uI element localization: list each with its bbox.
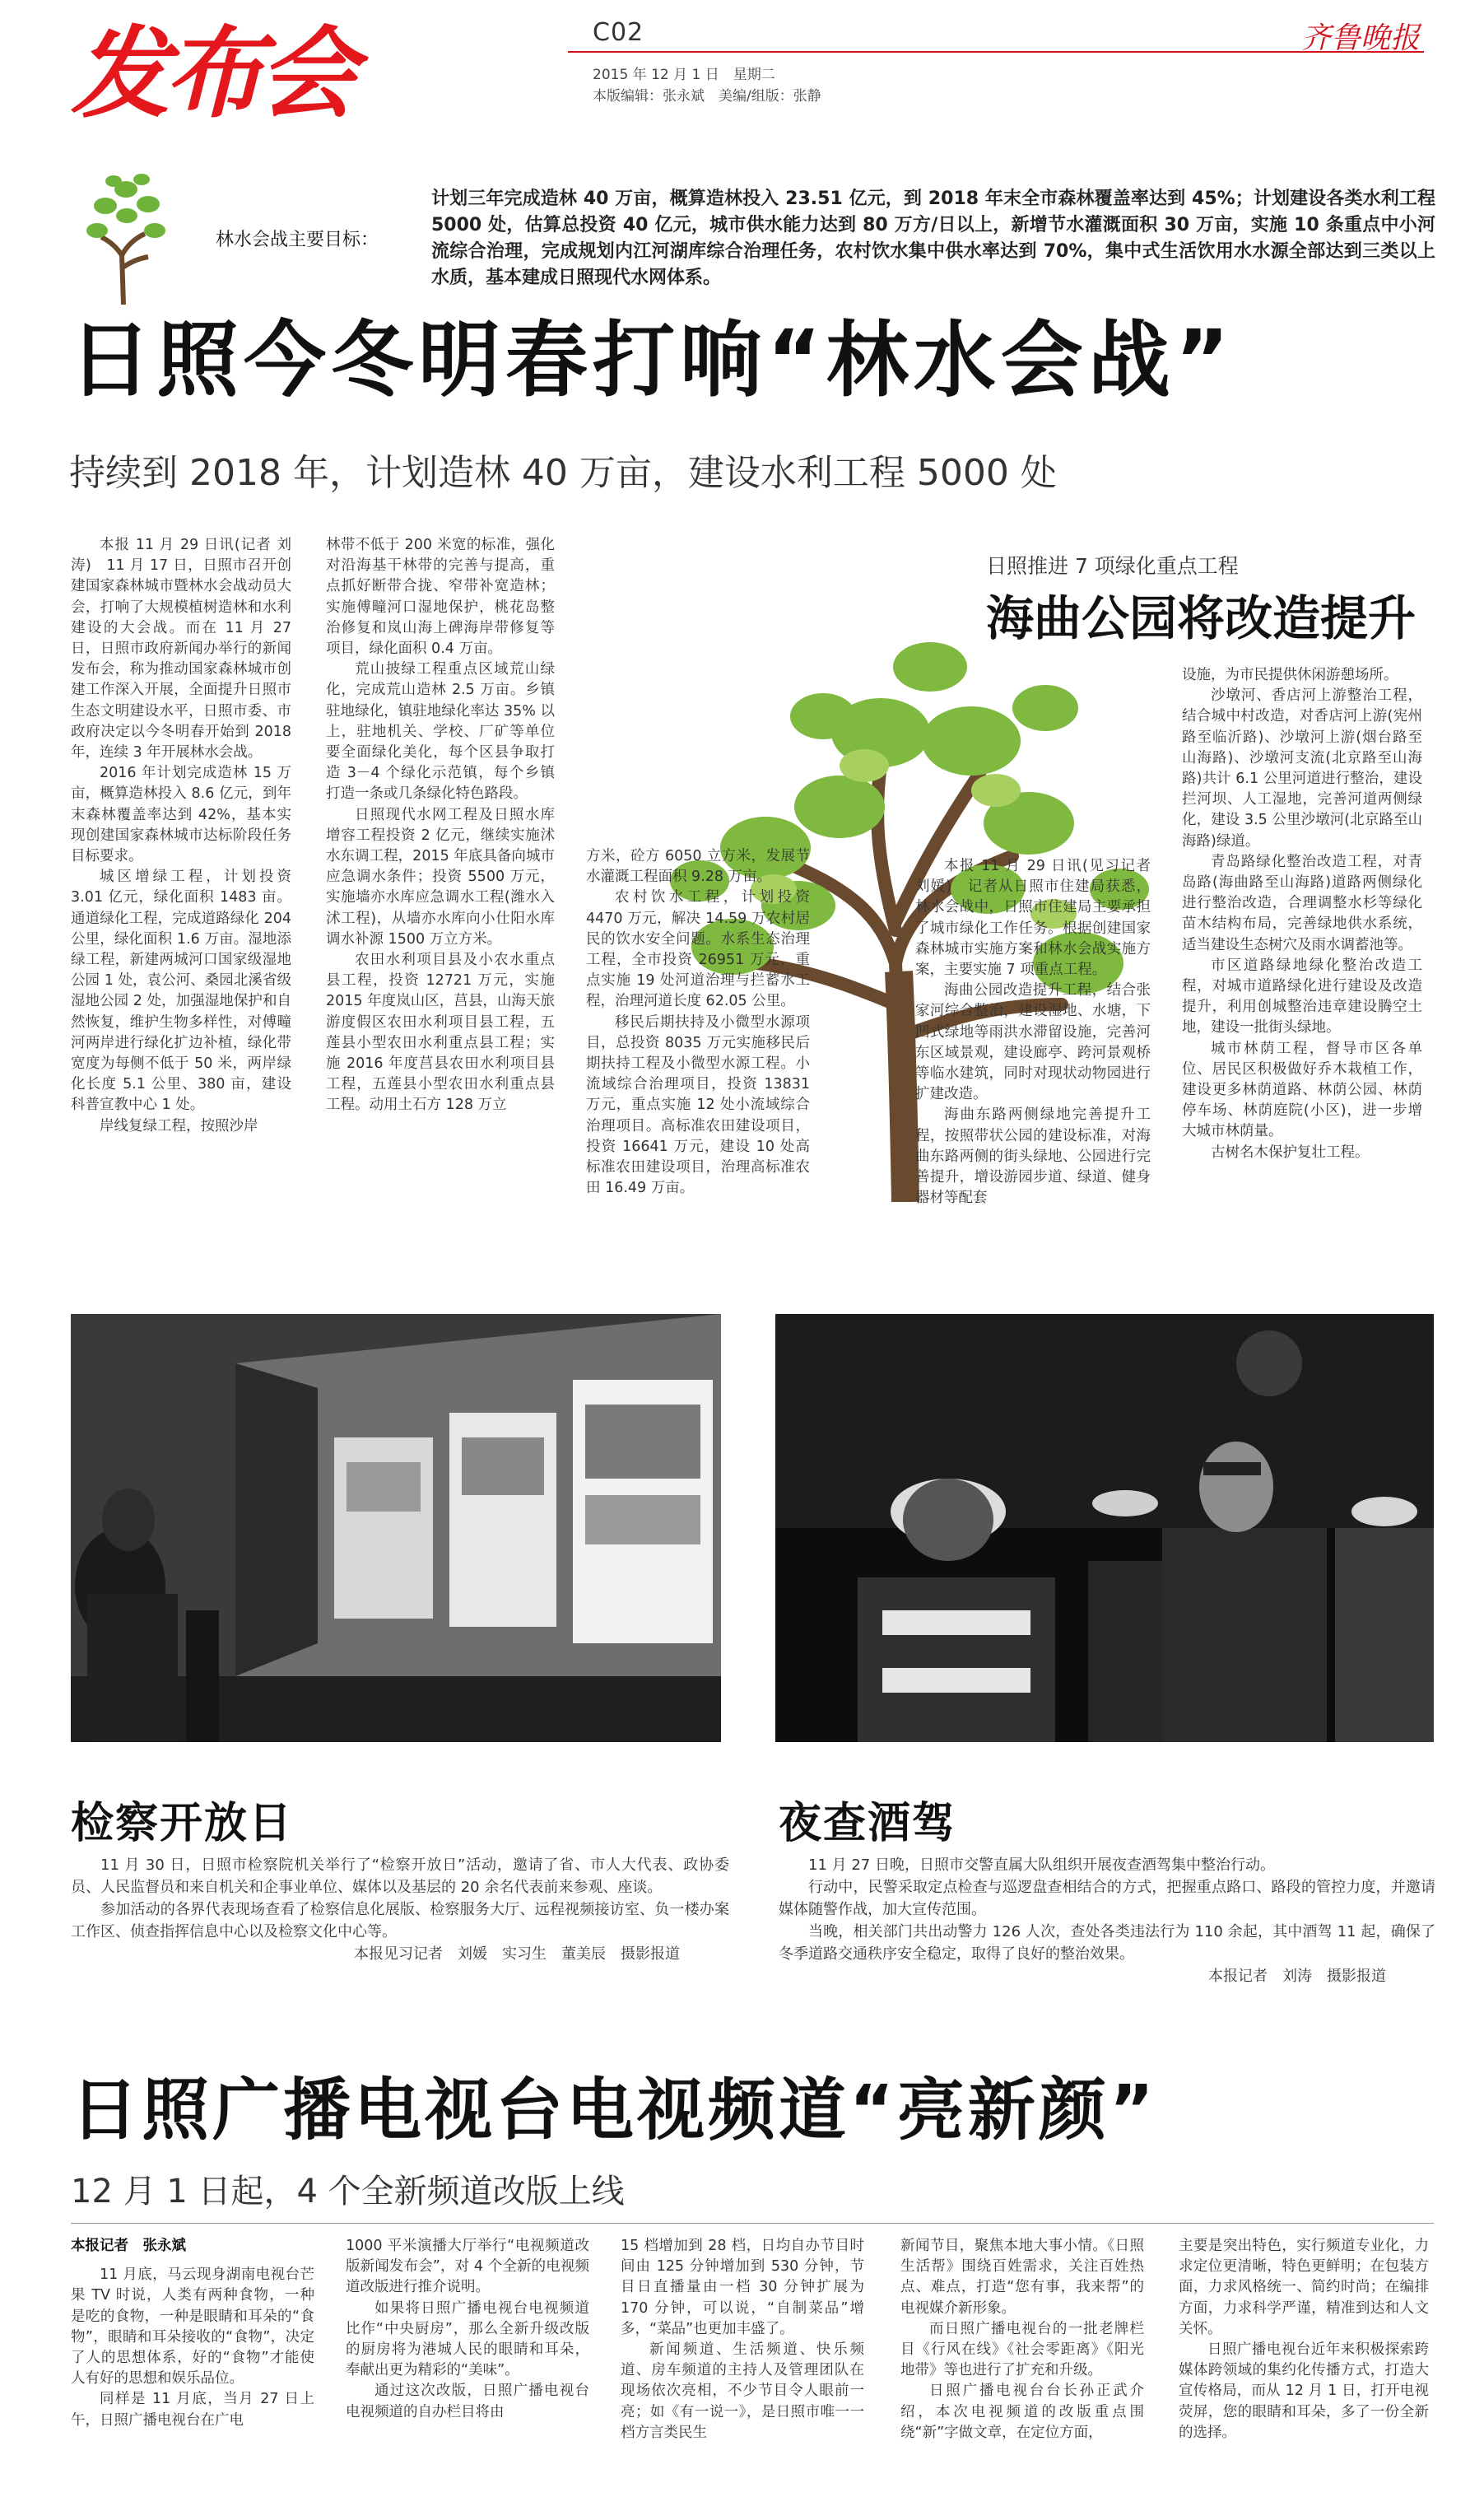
paragraph: 11 月 27 日晚，日照市交警直属大队组织开展夜查酒驾集中整治行动。 bbox=[808, 1856, 1275, 1874]
paragraph: 日照广播电视台台长孙正武介绍，本次电视频道的改版重点围绕“新”字做文章，在定位方面， bbox=[900, 2383, 1144, 2441]
paragraph: 2016 年计划完成造林 15 万亩，概算造林投入 8.6 亿元，到年末森林覆盖率达到 42%，基本实现创建国家森林城市达标阶段任务目标要求。 bbox=[71, 765, 291, 865]
section-logo: 发布会 bbox=[71, 17, 352, 132]
story2-column-1 bbox=[915, 856, 1151, 1209]
story3-divider bbox=[71, 2223, 1434, 2224]
story1-column-1 bbox=[71, 535, 291, 1137]
paragraph: 岸线复绿工程，按照沙岸 bbox=[100, 1117, 258, 1134]
paragraph: 方米，砼方 6050 立方米，发展节水灌溉工程面积 9.28 万亩。 bbox=[586, 848, 810, 886]
paragraph: 1000 平米演播大厅举行“电视频道改版新闻发布会”，对 4 个全新的电视频道改版进行推介说明。 bbox=[346, 2238, 589, 2296]
goals-text: 计划三年完成造林 40 万亩，概算造林投入 23.51 亿元，到 2018 年末全市森林覆盖率达到 45%；计划建设各类水利工程 5000 处，估算总投资 40 亿元，城市供水能力达到 80 万方/日以上，新增节水灌溉面积 30 万亩，实施 10 条重点中小河流综合治理，完成规划内江河湖库综合治理任务，农村饮水集中供水率达到 70%，集中式生活饮用水水源全部达到三类以上水质，基本建成日照现代水网体系。 bbox=[431, 189, 1435, 288]
paragraph: 11 月底，马云现身湖南电视台芒果 TV 时说，人类有两种食物，一种是吃的食物，一种是眼睛和耳朵的“食物”，眼睛和耳朵接收的“食物”，决定了人的思想体系，好的“食物”才能使人有好的思想和娱乐品位。 bbox=[71, 2266, 314, 2388]
paragraph: 农田水利项目县及小农水重点县工程，投资 12721 万元，实施 2015 年度岚山区，莒县，山海天旅游度假区农田水利项目县工程，五莲县小型农田水利重点县工程；实施 2016 年度莒县农田水利项目县工程，五莲县小型农田水利重点县工程。动用土石方 128 万立 bbox=[326, 952, 555, 1114]
story2-headline: 海曲公园将改造提升 bbox=[986, 590, 1417, 646]
paragraph: 移民后期扶持及小微型水源项目，总投资 8035 万元实施移民后期扶持工程及小微型水源工程。小流域综合治理项目，投资 13831 万元，重点实施 12 处小流域综合治理项目。高标准农田建设项目，投资 16641 万元，建设 10 处高标准农田建设项目，治理高标准农田 16.49 万亩。 bbox=[586, 1013, 810, 1197]
paragraph: 行动中，民警采取定点检查与巡逻盘查相结合的方式，把握重点路口、路段的管控力度，并邀请媒体随警作战，加大宣传范围。 bbox=[779, 1879, 1435, 1918]
story1-headline: 日照今冬明春打响“林水会战” bbox=[69, 312, 1235, 408]
photo-left-byline: 本报见习记者 刘媛 实习生 董美辰 摄影报道 bbox=[354, 1945, 680, 1963]
paragraph: 当晚，相关部门共出动警力 126 人次，查处各类违法行为 110 余起，其中酒驾 11 起，确保了冬季道路交通秩序安全稳定，取得了良好的整治效果。 bbox=[779, 1923, 1435, 1963]
photo-left-title: 检察开放日 bbox=[71, 1799, 294, 1848]
goals-label: 林水会战主要目标： bbox=[216, 230, 379, 250]
story2-kicker: 日照推进 7 项绿化重点工程 bbox=[986, 554, 1239, 578]
paragraph: 如果将日照广播电视台电视频道比作“中央厨房”，那么全新升级改版的厨房将为港城人民的眼睛和耳朵，奉献出更为精彩的“美味”。 bbox=[346, 2299, 589, 2379]
paragraph: 主要是突出特色，实行频道专业化，力求定位更清晰，特色更鲜明；在包装方面，力求风格统一、简约时尚；在编排方面，力求科学严谨，精准到达和人文关怀。 bbox=[1179, 2238, 1429, 2337]
paragraph: 而日照广播电视台的一批老牌栏目《行风在线》《社会零距离》《阳光地带》等也进行了扩充和升级。 bbox=[900, 2320, 1144, 2379]
exhibition-scene-icon bbox=[71, 1314, 721, 1742]
paragraph: 市区道路绿地绿化整治改造工程，对城市道路绿化进行建设及改造提升，利用创城整治违章建设腾空土地，建设一批街头绿地。 bbox=[1182, 957, 1422, 1037]
story3-headline: 日照广播电视台电视频道“亮新颜” bbox=[71, 2071, 1157, 2150]
paragraph: 林带不低于 200 米宽的标准，强化对沿海基干林带的完善与提高，重点抓好断带合拢、窄带补宽造林；实施傅疃河口湿地保护，桃花岛整治修复和岚山海上碑海岸带修复等项目，绿化面积 0.4 万亩。 bbox=[326, 537, 555, 658]
paragraph: 参加活动的各界代表现场查看了检察信息化展版、检察服务大厅、远程视频接访室、负一楼办案工作区、侦查指挥信息中心以及检察文化中心等。 bbox=[71, 1901, 729, 1940]
paragraph: 海曲公园改造提升工程，结合张家河综合整治，建设湿地、水塘，下凹式绿地等雨洪水滞留设施，完善河东区域景观，建设廊亭、跨河景观桥等临水建筑，同时对现状动物园进行扩建改造。 bbox=[915, 982, 1151, 1103]
story3-column-1 bbox=[71, 2236, 314, 2431]
date-line: 2015 年 12 月 1 日 星期二 bbox=[593, 67, 775, 83]
story3-column-3 bbox=[621, 2236, 864, 2443]
story3-subhead: 12 月 1 日起，4 个全新频道改版上线 bbox=[71, 2173, 625, 2211]
paragraph: 荒山披绿工程重点区域荒山绿化，完成荒山造林 2.5 万亩。乡镇驻地绿化，镇驻地绿化率达 35% 以上，驻地机关、学校、厂矿等单位要全面绿化美化，每个区县争取打造 3－4 个绿化示范镇，每个乡镇打造一条或几条绿化特色路段。 bbox=[326, 661, 555, 803]
night-checkpoint-scene-icon bbox=[775, 1314, 1434, 1742]
editor-line: 本版编辑：张永斌 美编/组版：张静 bbox=[593, 88, 821, 105]
paragraph: 15 档增加到 28 档，日均自办节目时间由 125 分钟增加到 530 分钟，节目日直播量由一档 30 分钟扩展为 170 分钟，可以说，“自制菜品”增多，“菜品”也更加丰盛了。 bbox=[621, 2238, 864, 2337]
photo-right-byline: 本报记者 刘涛 摄影报道 bbox=[1208, 1968, 1386, 1985]
paragraph: 本报 11 月 29 日讯(见习记者 刘媛) 记者从日照市住建局获悉，林水会战中，日照市住建局主要承担了城市绿化工作任务。根据创建国家森林城市实施方案和林水会战实施方案，主要实施 7 项重点工程。 bbox=[915, 858, 1151, 979]
paragraph: 沙墩河、香店河上游整治工程，结合城中村改造，对香店河上游(宪州路至临沂路)、沙墩河上游(烟台路至山海路)、沙墩河支流(北京路至山海路)共计 6.1 公里河道进行整治，建设拦河坝、人工湿地，完善河道两侧绿化，建设 3.5 公里沙墩河(北京路至山海路)绿道。 bbox=[1182, 687, 1422, 850]
story3-column-5 bbox=[1179, 2236, 1429, 2443]
paragraph: 11 月 30 日，日照市检察院机关举行了“检察开放日”活动，邀请了省、市人大代表、政协委员、人民监督员和来自机关和企事业单位、媒体以及基层的 20 余名代表前来参观、座谈。 bbox=[71, 1856, 729, 1896]
photo-right-title: 夜查酒驾 bbox=[779, 1799, 957, 1848]
photo-right-caption bbox=[779, 1854, 1435, 1987]
paragraph: 海曲东路两侧绿地完善提升工程，按照带状公园的建设标准，对海曲东路两侧的街头绿地、公园进行完善提升，增设游园步道、绿道、健身器材等配套 bbox=[915, 1106, 1151, 1207]
masthead-rule bbox=[568, 51, 1424, 53]
paragraph: 本报 11 月 29 日讯(记者 刘涛) 11 月 17 日，日照市召开创建国家森林城市暨林水会战动员大会，打响了大规模植树造林和水利建设的大会战。而在 11 月 27 日，日照市政府新闻办举行的新闻发布会，称为推动国家森林城市创建工作深入开展，全面提升日照市生态文明建设水平，日照市委、市政府决定以今冬明春开始到 2018 年，连续 3 年开展林水会战。 bbox=[71, 537, 291, 762]
paper-name-logo: 齐鲁晚报 bbox=[1300, 21, 1420, 55]
story1-column-2 bbox=[326, 535, 555, 1116]
paragraph: 青岛路绿化整治改造工程，对青岛路(海曲路至山海路)道路两侧绿化进行整治改造，合理调整水杉等绿化苗木结构布局，完善绿地供水系统，适当建设生态树穴及雨水调蓄池等。 bbox=[1182, 853, 1422, 953]
paragraph: 新闻频道、生活频道、快乐频道、房车频道的主持人及管理团队在现场依次亮相，不少节目令人眼前一亮；如《有一说一》，是日照市唯一一档方言类民生 bbox=[621, 2341, 864, 2441]
paragraph: 同样是 11 月底，当月 27 日上午，日照广播电视台在广电 bbox=[71, 2391, 314, 2429]
page-number: C02 bbox=[593, 18, 644, 47]
story3-reporter: 本报记者 张永斌 bbox=[71, 2238, 186, 2254]
paragraph: 新闻节目，聚焦本地大事小情。《日照生活帮》围绕百姓需求，关注百姓热点、难点，打造“您有事，我来帮”的电视媒介新形象。 bbox=[900, 2238, 1144, 2317]
paragraph: 城市林荫工程，督导市区各单位、居民区积极做好乔木栽植工作，建设更多林荫道路、林荫公园、林荫停车场、林荫庭院(小区)，进一步增大城市林荫量。 bbox=[1182, 1040, 1422, 1140]
story2-column-2 bbox=[1182, 665, 1422, 1163]
photo-procuratorate-exhibition bbox=[71, 1314, 721, 1742]
photo-drunk-driving-check bbox=[775, 1314, 1434, 1742]
tree-icon bbox=[72, 165, 179, 305]
photo-left-caption bbox=[71, 1854, 729, 1965]
paragraph: 城区增绿工程，计划投资 3.01 亿元，绿化面积 1483 亩。通道绿化工程，完成道路绿化 204 公里，绿化面积 1.6 万亩。湿地添绿工程，新建两城河口国家级湿地公园 1 处，袁公河、桑园北溪省级湿地公园 2 处，加强湿地保护和自然恢复，维护生物多样性，对傅疃河两岸进行绿化扩边补植，绿化带宽度为每侧不低于 50 米，两岸绿化长度 5.1 公里、380 亩，建设科普宣教中心 1 处。 bbox=[71, 869, 291, 1114]
paragraph: 日照广播电视台近年来积极探索跨媒体跨领域的集约化传播方式，打造大宣传格局，而从 12 月 1 日，打开电视荧屏，您的眼睛和耳朵，多了一份全新的选择。 bbox=[1179, 2341, 1429, 2441]
paragraph: 设施，为市民提供休闲游憩场所。 bbox=[1182, 667, 1398, 683]
paragraph: 通过这次改版，日照广播电视台电视频道的自办栏目将由 bbox=[346, 2383, 589, 2420]
story3-column-2 bbox=[346, 2236, 589, 2423]
paragraph: 日照现代水网工程及日照水库增容工程投资 2 亿元，继续实施沭水东调工程，2015 年底具备向城市应急调水条件；投资 5500 万元，实施墙亦水库应急调水工程(潍水入沭工程)，从墙亦水库向小仕阳水库调水补源 1500 万立方米。 bbox=[326, 806, 555, 948]
story1-column-3 bbox=[586, 846, 810, 1199]
paragraph: 古树名木保护复壮工程。 bbox=[1211, 1144, 1370, 1161]
story3-column-4 bbox=[900, 2236, 1144, 2443]
paragraph: 农村饮水工程，计划投资 4470 万元，解决 14.59 万农村居民的饮水安全问题。水系生态治理工程，全市投资 26951 万元，重点实施 19 处河道治理与拦蓄水工程，治理河道长度 62.05 公里。 bbox=[586, 889, 810, 1010]
story1-subhead: 持续到 2018 年，计划造林 40 万亩，建设水利工程 5000 处 bbox=[69, 452, 1057, 494]
